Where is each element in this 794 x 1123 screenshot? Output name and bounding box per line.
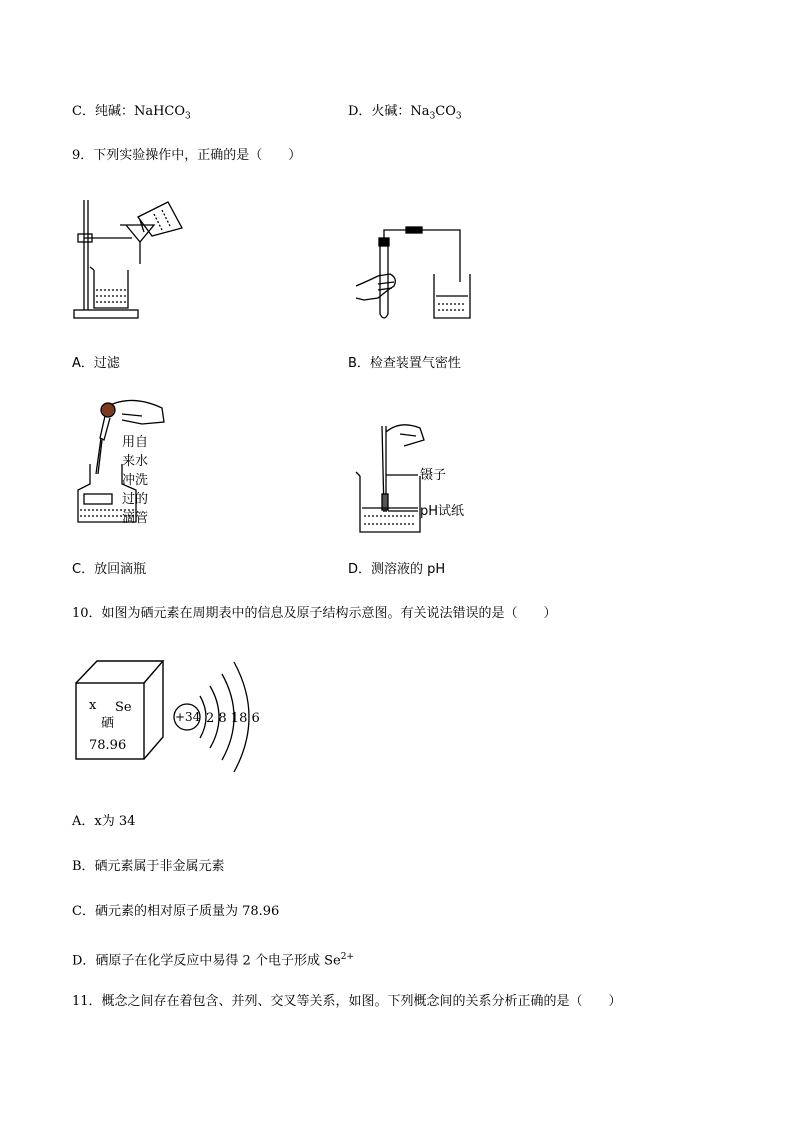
filtration-figure: [70, 192, 190, 322]
q8-option-d-mid: CO: [435, 104, 456, 119]
q8-option-c-text: C．纯碱：NaHCO: [72, 104, 186, 119]
q9-option-b: B．检查装置气密性: [348, 356, 461, 371]
q10-option-d: [72, 948, 354, 970]
dropper-note: [122, 433, 148, 528]
q8-option-d-text: D．火碱：Na: [348, 104, 430, 119]
dropper-note-line: 用自: [122, 435, 149, 450]
q9-option-d: D．测溶液的 pH: [348, 562, 446, 577]
q8-option-d-sub2: 3: [455, 111, 462, 122]
q9-option-c: C．放回滴瓶: [72, 562, 147, 577]
q8-option-c-sub: 3: [185, 111, 191, 122]
label-tweezers: 镊子: [420, 468, 447, 483]
q10-stem: 10．如图为硒元素在周期表中的信息及原子结构示意图。有关说法错误的是（ ）: [72, 606, 557, 621]
q9-option-a: A．过滤: [72, 356, 120, 371]
q10-option-d-text: D．硒原子在化学反应中易得 2 个电子形成 Se: [72, 953, 341, 969]
q8-option-d: [348, 103, 462, 126]
atom-shells: 2 8 18 6: [206, 711, 260, 726]
element-mass: 78.96: [89, 738, 127, 753]
airtightness-figure: [350, 226, 480, 326]
q8-option-d-sub1: 3: [429, 111, 436, 122]
dropper-note-line: 滴管: [122, 511, 149, 526]
dropper-note-line: 冲洗: [122, 473, 149, 488]
element-name: 硒: [101, 716, 115, 731]
dropper-note-line: 来水: [122, 454, 149, 469]
q9-stem: 9．下列实验操作中，正确的是（ ）: [72, 148, 302, 163]
q10-option-b: B．硒元素属于非金属元素: [72, 859, 225, 874]
q10-option-a: A．x为 34: [72, 814, 136, 829]
q10-option-d-sup: 2+: [340, 952, 354, 962]
label-ph-paper: pH试纸: [420, 504, 465, 519]
q8-option-c: [72, 103, 191, 126]
atom-nucleus: +34: [175, 710, 201, 724]
element-symbol: Se: [115, 700, 132, 715]
dropper-note-line: 过的: [122, 492, 149, 507]
q10-option-c: C．硒元素的相对原子质量为 78.96: [72, 904, 280, 919]
q11-stem: 11．概念之间存在着包含、并列、交叉等关系，如图。下列概念间的关系分析正确的是（ ）: [72, 994, 622, 1009]
element-x: x: [89, 698, 97, 713]
